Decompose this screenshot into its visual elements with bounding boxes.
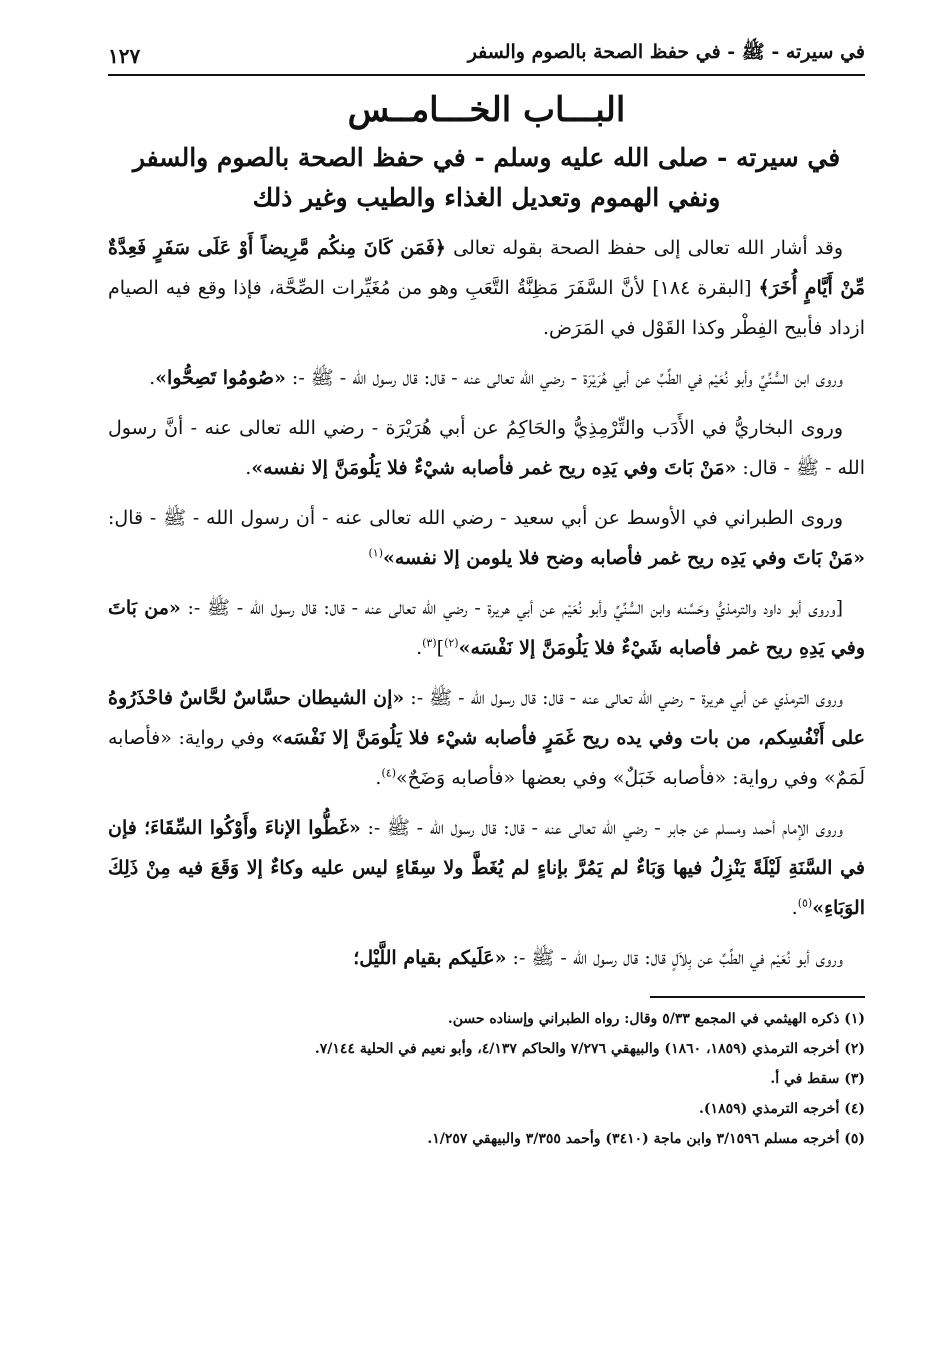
hadith-quote: «عَلَيكم بقيام اللَّيْل؛ — [353, 947, 507, 969]
paragraph — [108, 498, 865, 578]
paragraph-text: [البقرة ١٨٤] لأنَّ السَّفَرَ مَظِنَّةُ التَّعَبِ وهو من مُغَيِّرات الصِّحَّة، فإذا وقع فيه الصيام ازداد فأبيح الفِطْر وكذا القَوْل في المَرَض. — [108, 277, 865, 339]
paragraph-text: [وروى أبو داود والترمذيُّ وحَسَّنه وابن السُّنِّيِّ وأبو نُعَيْم عن أبي هريرة - رضي الله تعالى عنه - قال: قال رسول الله - ﷺ -: — [180, 597, 843, 619]
footnote-ref: (٤) — [381, 766, 396, 780]
paragraph — [108, 358, 865, 398]
paragraph-text: وروى الطبراني في الأوسط عن أبي سعيد - رضي الله تعالى عنه - أن رسول الله - ﷺ - قال: — [108, 507, 843, 529]
footnotes — [108, 1004, 865, 1154]
footnote: (٢) أخرجه الترمذي (١٨٥٩، ١٨٦٠) والبيهقي ٧/٢٧٦ والحاكم ٤/١٣٧، وأبو نعيم في الحلية ٧/١٤٤. — [314, 1041, 865, 1057]
paragraph — [108, 938, 865, 978]
paragraph — [108, 228, 865, 348]
paragraph-text: وروى الترمذي عن أبي هريرة - رضي الله تعالى عنه - قال: قال رسول الله - ﷺ -: — [404, 687, 843, 709]
footnote: (١) ذكره الهيثمي في المجمع ٥/٣٣ وقال: رواه الطبراني وإسناده حسن. — [447, 1011, 865, 1027]
paragraph: وروى الإمام أحمد ومسلم عن جابر - رضي الله تعالى عنه - قال: قال رسول الله - ﷺ -: «غَطُّوا الإناءَ وأَوْكُوا السِّقَاءَ؛ فإن في السَّنَةِ لَيْلَةً يَنْزِلُ فيها وَبَاءٌ لم يَمُرَّ بإناءٍ لم يُغَطَّ ولا سِقَاءٍ ليس عليه وكاءٌ إلا وَقَعَ فيه مِنْ ذَلِكَ الوَبَاءِ»$^{(٥)}$. — [108, 817, 865, 919]
hadith-quote: «إن الشيطان حسَّاسٌ لحَّاسٌ فاحْذَرُوهُ على أَنْفُسِكم، من بات وفي يده ريح غَمَرٍ فأصابه شيْء فلا يَلُومَنَّ إلا نَفْسَه» — [108, 687, 865, 749]
page-number: ١٢٧ — [108, 44, 141, 68]
paragraph-text: وروى الإمام أحمد ومسلم عن جابر - رضي الله تعالى عنه - قال: قال رسول الله - ﷺ -: — [360, 817, 843, 839]
paragraph-text: وفي رواية: «فأصابه لَمَمٌ» وفي رواية: «فأصابه خَبَلٌ» وفي بعضها «فأصابه وَضَحٌ» — [108, 727, 865, 789]
paragraph-text: . — [245, 457, 252, 479]
footnote-ref: (٣) — [422, 636, 437, 650]
hadith-quote: «غَطُّوا الإناءَ وأَوْكُوا السِّقَاءَ؛ فإن في السَّنَةِ لَيْلَةً يَنْزِلُ فيها وَبَاءٌ لم يَمُرَّ بإناءٍ لم يُغَطَّ ولا سِقَاءٍ ليس عليه وكاءٌ إلا وَقَعَ فيه مِنْ ذَلِكَ الوَبَاءِ» — [108, 817, 865, 919]
paragraph-text: ] — [436, 637, 445, 659]
footnote-ref: (٥) — [797, 896, 813, 910]
hadith-quote: «مَنْ بَاتَ وفي يَدِه ريح غمر فأصابه شيْءٌ فلا يَلُومَنَّ إلا نفسه» — [251, 457, 737, 479]
footnote: (٣) سقط في أ. — [770, 1071, 865, 1087]
paragraph-text: . — [149, 367, 156, 389]
paragraph: وروى الترمذي عن أبي هريرة - رضي الله تعالى عنه - قال: قال رسول الله - ﷺ -: «إن الشيطان حسَّاسٌ لحَّاسٌ فاحْذَرُوهُ على أَنْفُسِكم، من بات وفي يده ريح غَمَرٍ فأصابه شيْء فلا يَلُومَنَّ إلا نَفْسَه» وفي رواية: «فأصابه لَمَمٌ» وفي رواية: «فأصابه خَبَلٌ» وفي بعضها «فأصابه وَضَحٌ»$^{(٤)}$. — [108, 687, 865, 789]
subtitle-line-1: في سيرته - صلى الله عليه وسلم - في حفظ الصحة بالصوم والسفر — [132, 143, 841, 172]
quran-quote: ﴿فَمَن كَانَ مِنكُم مَّرِيضاً أَوْ عَلَى سَفَرٍ فَعِدَّةٌ مِّنْ أَيَّامٍ أُخَرَ﴾ — [108, 237, 866, 299]
hadith-quote: «من بَاتَ وفي يَدِهِ ريح غمر فأصابه شَيْءٌ فلا يَلُومَنَّ إلا نَفْسَه» — [108, 597, 865, 659]
chapter-subtitle — [108, 138, 865, 218]
paragraph-text: وقد أشار الله تعالى إلى حفظ الصحة بقوله تعالى — [445, 237, 844, 259]
body-text — [108, 228, 865, 978]
paragraph-text: وروى البخاريُّ في الأَدَب والتِّرْمِذِيُّ والحَاكِمُ عن أبي هُرَيْرَة - رضي الله تعالى عنه - أنَّ رسول الله - ﷺ - قال: — [108, 417, 865, 479]
paragraph-text: وروى أبو نُعَيْم في الطِّبِّ عن بِلاَلٍ قال: قال رسول الله - ﷺ -: — [506, 947, 843, 969]
page-header — [108, 40, 865, 76]
chapter-title: البـــاب الخـــامــس — [347, 90, 626, 130]
footnote-ref: (٢) — [444, 636, 459, 650]
footnote-divider — [650, 996, 865, 998]
hadith-quote: «مَنْ بَاتَ وفي يَدِه ريح غمر فأصابه وضح فلا يلومن إلا نفسه» — [382, 547, 865, 569]
footnote: (٥) أخرجه مسلم ٣/١٥٩٦ وابن ماجة (٣٤١٠) وأحمد ٣/٣٥٥ والبيهقي ١/٢٥٧. — [427, 1131, 865, 1147]
paragraph — [108, 408, 865, 488]
running-title: في سيرته - ﷺ - في حفظ الصحة بالصوم والسفر — [467, 41, 865, 63]
paragraph: [وروى أبو داود والترمذيُّ وحَسَّنه وابن السُّنِّيِّ وأبو نُعَيْم عن أبي هريرة - رضي الله تعالى عنه - قال: قال رسول الله - ﷺ -: «من بَاتَ وفي يَدِهِ ريح غمر فأصابه شَيْءٌ فلا يَلُومَنَّ إلا نَفْسَه»$^{(٢)}$]$^{(٣)}$. — [108, 597, 865, 659]
hadith-quote: «صُومُوا تَصِحُّوا» — [155, 367, 286, 389]
paragraph-text: وروى ابن السُّنِّيِّ وأبو نُعَيْم في الطِّبِّ عن أبي هُرَيْرَة - رضي الله تعالى عنه - قال: قال رسول الله - ﷺ -: — [285, 367, 843, 389]
footnote: (٤) أخرجه الترمذي (١٨٥٩). — [699, 1101, 865, 1117]
subtitle-line-2: ونفي الهموم وتعديل الغذاء والطيب وغير ذلك — [252, 183, 721, 212]
footnote-ref: (١) — [368, 546, 383, 560]
